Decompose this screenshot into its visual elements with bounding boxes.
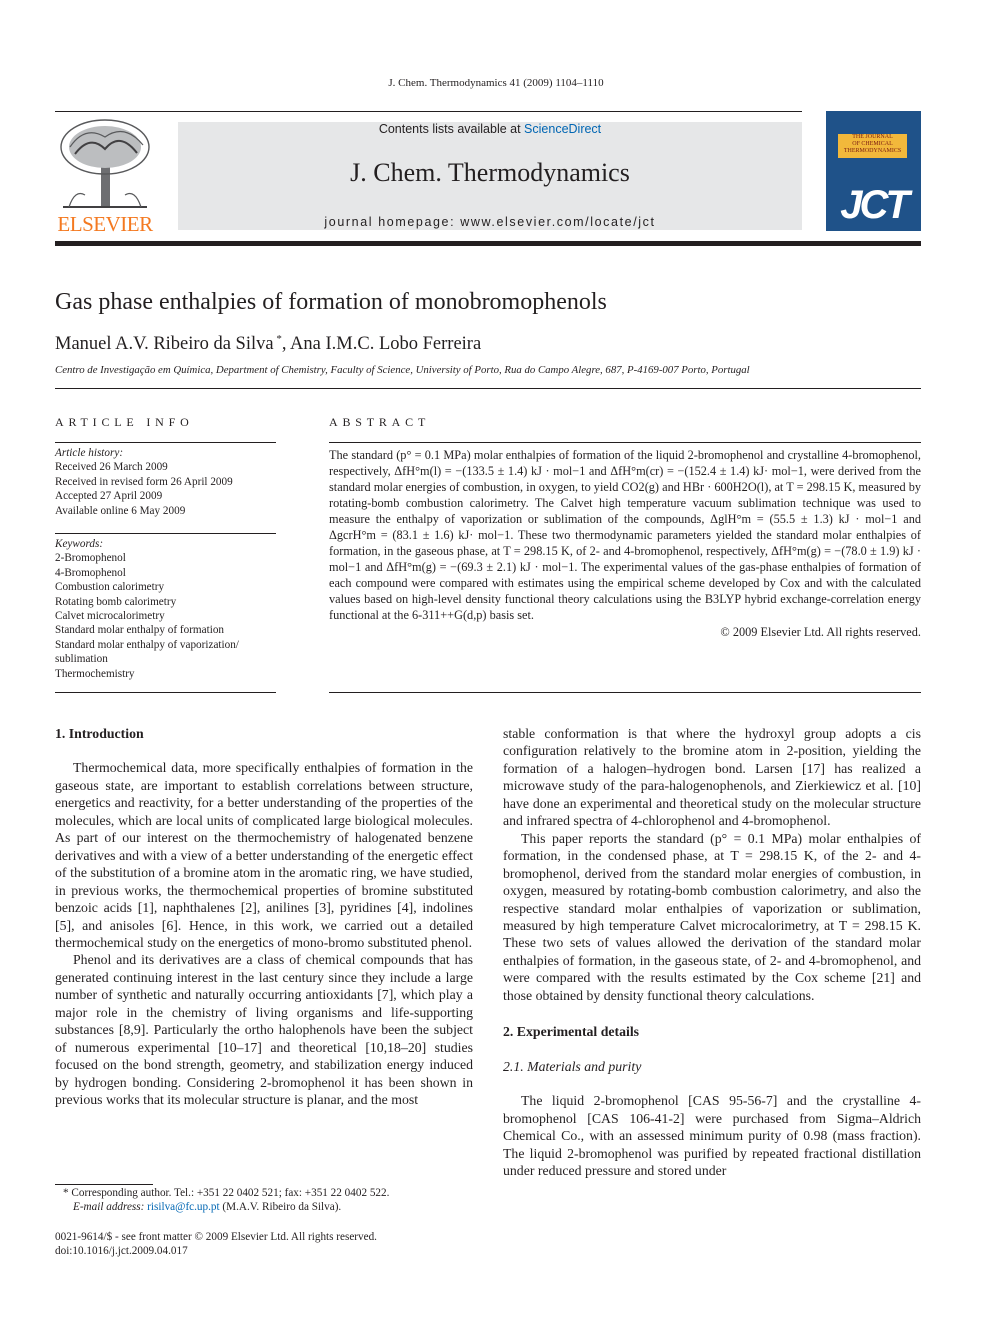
contents-prefix: Contents lists available at xyxy=(378,122,525,136)
asterisk[interactable]: * xyxy=(276,333,282,345)
keywords-list xyxy=(55,537,276,681)
email-line xyxy=(55,1200,485,1214)
corresponding-author-note xyxy=(55,1186,485,1200)
keyword: 2-Bromophenol xyxy=(55,552,126,565)
corresponding-mark[interactable] xyxy=(274,333,282,345)
email-owner: (M.A.V. Ribeiro da Silva). xyxy=(219,1201,342,1214)
keywords-rule xyxy=(55,533,276,534)
footnote-rule xyxy=(55,1184,153,1185)
article-info-bottom-rule xyxy=(55,692,276,693)
article-info-heading: ARTICLE INFO xyxy=(55,415,194,429)
body-column-right xyxy=(503,725,921,1179)
author-list xyxy=(55,333,481,355)
journal-citation: J. Chem. Thermodynamics 41 (2009) 1104–1110 xyxy=(388,77,604,89)
abstract-rule xyxy=(329,442,921,443)
paragraph: This paper reports the standard (p° = 0.1 MPa) molar enthalpies of formation, in the condensed phase, at T = 298.15 K, of the 2- and 4-bromophenol, derived from the standard molar energies of combustion, in oxygen, measured by rotating-bomb combustion calorimetry, and also the respective standard molar enthalpies of vaporization or sublimation, measured by high temperature Calvet microcalorimetry, at T = 298.15 K. These two sets of values allowed the derivation of the standard molar enthalpies of formation, in the gaseous state, of 2- and 4-bromophenol, and were compared with the results estimated by the Cox scheme [21] and those obtained by density functional theory calculations. xyxy=(503,830,921,1003)
keyword: Calvet microcalorimetry xyxy=(55,610,165,623)
journal-banner xyxy=(178,122,802,230)
cover-line: THERMODYNAMICS xyxy=(843,148,902,154)
contents-line xyxy=(178,122,802,136)
header-rule xyxy=(55,111,802,112)
issn-line: 0021-9614/$ - see front matter © 2009 Elsevier Ltd. All rights reserved. xyxy=(55,1231,377,1243)
sciencedirect-link[interactable]: ScienceDirect xyxy=(524,122,602,136)
history-item: Available online 6 May 2009 xyxy=(55,504,186,517)
abstract-heading: ABSTRACT xyxy=(329,415,431,429)
doi-line[interactable]: doi:10.1016/j.jct.2009.04.017 xyxy=(55,1245,188,1258)
abstract-text: The standard (p° = 0.1 MPa) molar enthalpies of formation of the liquid 2-bromophenol and crystalline 4-bromophenol, respectively, ΔfH°m(l) = −(133.5 ± 1.4) kJ · mol−1 and ΔfH°m(cr) = −(152.4 ± 1.4) kJ· mol−1, were derived from the standard molar energies of combustion, in oxygen, to yield CO2(g) and HBr · 600H2O(l), at T = 298.15 K, measured by rotating-bomb combustion calorimetry. The Calvet high temperature vacuum sublimation technique was used to measure the enthalpy of vaporization or sublimation of the compounds, ΔglH°m = (55.5 ± 1.3) kJ · mol−1 and ΔgcrH°m = (83.1 ± 1.6) kJ· mol−1. These two thermodynamic parameters yielded the standard molar enthalpies of formation, in the gaseous phase, at T = 298.15 K, of 2- and 4-bromophenol, respectively, ΔfH°m(g) = −(78.0 ± 1.9) kJ · mol−1 and ΔfH°m(g) = −(69.3 ± 2.1) kJ · mol−1. The experimental values of the gas-phase enthalpies of formation of each compound were compared with estimates using the empirical scheme developed by Cox and with the calculated values based on high-level density functional theory calculations using the B3LYP hybrid exchange-correlation energy functional at the 6-311++G(d,p) basis set. xyxy=(329,448,921,623)
keyword: Thermochemistry xyxy=(55,667,135,680)
author-name: Ana I.M.C. Lobo Ferreira xyxy=(290,334,482,355)
affiliation-rule xyxy=(55,388,921,389)
email-link[interactable]: risilva@fc.up.pt xyxy=(147,1201,220,1214)
page-footer xyxy=(55,1230,377,1259)
journal-homepage[interactable]: journal homepage: www.elsevier.com/locate/jct xyxy=(324,215,656,229)
copyright: © 2009 Elsevier Ltd. All rights reserved. xyxy=(720,624,921,639)
section-heading: 2. Experimental details xyxy=(503,1024,640,1040)
header-thick-rule xyxy=(55,241,921,246)
section-heading: 1. Introduction xyxy=(55,726,144,741)
body-column-left xyxy=(55,725,473,1109)
article-title: Gas phase enthalpies of formation of monobromophenols xyxy=(55,289,607,315)
keywords-label: Keywords: xyxy=(55,538,104,550)
affiliation: Centro de Investigação em Química, Department of Chemistry, Faculty of Science, University of Porto, Rua do Campo Alegre, 687, P-4169-007 Porto, Portugal xyxy=(55,364,750,376)
keyword: Standard molar enthalpy of formation xyxy=(55,624,225,637)
cover-title-box xyxy=(838,134,907,158)
keyword: Standard molar enthalpy of vaporization/ xyxy=(55,638,239,651)
history-item: Received 26 March 2009 xyxy=(55,461,168,474)
keyword: 4-Bromophenol xyxy=(55,566,126,579)
keyword: Rotating bomb calorimetry xyxy=(55,595,177,608)
author-separator: , xyxy=(281,334,291,355)
contact-info: Corresponding author. Tel.: +351 22 0402 521; fax: +351 22 0402 522. xyxy=(71,1187,390,1199)
cover-line: THE JOURNAL xyxy=(852,134,893,140)
journal-cover xyxy=(826,111,921,231)
abstract-bottom-rule xyxy=(329,692,921,693)
footnote xyxy=(55,1186,485,1215)
email-label: E-mail address: xyxy=(73,1201,148,1214)
jct-logo: JCT xyxy=(840,183,907,227)
footnote-mark: * xyxy=(63,1187,69,1199)
cover-line: OF CHEMICAL xyxy=(852,141,893,147)
article-history xyxy=(55,446,276,518)
subsection-heading: 2.1. Materials and purity xyxy=(503,1058,642,1074)
history-item: Received in revised form 26 April 2009 xyxy=(55,475,233,488)
paragraph: Thermochemical data, more specifically enthalpies of formation in the gaseous state, are important to establish correlations between structure, energetics and reactivity, for a better understanding of the properties of the molecules, which are local units of complicated large biological molecules. As part of our interest on the thermochemistry of halogenated benzene derivatives and with a view of a better understanding of the energetic effect of the substitution of a bromine atom in the aromatic ring, we have studied, in previous works, the thermochemical properties of bromine substituted benzoic acids [1], naphthalenes [2], anilines [3], pyridines [4], indolines [5], and anisoles [6]. Hence, in this work, we carried out a detailed thermochemical study on the energetics of mono-bromo substituted phenol. xyxy=(55,760,473,950)
paragraph: stable conformation is that where the hydroxyl group adopts a cis configuration relatively to the bromine atom in 2-position, yielding the formation of a halogen–hydrogen bond. Larsen [17] has realized a microwave study of the para-halogenophenols, and Zierkiewicz et al. [10] have done an experimental and theoretical study on the molecular structure and infrared spectra of 4-chlorophenol and 4-bromophenol. xyxy=(503,726,921,829)
author-name: Manuel A.V. Ribeiro da Silva xyxy=(55,334,274,355)
abstract xyxy=(329,447,921,640)
history-item: Accepted 27 April 2009 xyxy=(55,490,163,503)
article-info-rule xyxy=(55,442,276,443)
journal-title: J. Chem. Thermodynamics xyxy=(350,158,630,187)
elsevier-wordmark: ELSEVIER xyxy=(57,212,153,236)
keyword: Combustion calorimetry xyxy=(55,581,165,594)
keyword: sublimation xyxy=(55,653,108,666)
paragraph: Phenol and its derivatives are a class of chemical compounds that has generated continuing interest in the last century since they include a large number of synthetic and naturally occurring antioxidants [7], which play a major role in the chemistry of living organisms and life-supporting substances [8,9]. Particularly the ortho halophenols have been the subject of numerous experimental [10–17] and theoretical [10,18–20] studies focused on the bond strength, geometry, and stabilization energy induced by hydrogen bonding. Considering 2-bromophenol it has been shown in previous works that its molecular structure is planar, and the most xyxy=(55,952,473,1108)
paragraph: The liquid 2-bromophenol [CAS 95-56-7] and the crystalline 4-bromophenol [CAS 106-41-2] were purchased from Sigma–Aldrich Chemical Co., with an assessed minimum purity of 0.98 (mass fraction). The liquid 2-bromophenol was purified by repeated fractional distillation under reduced pressure and stored under xyxy=(503,1093,921,1178)
history-label: Article history: xyxy=(55,447,124,459)
